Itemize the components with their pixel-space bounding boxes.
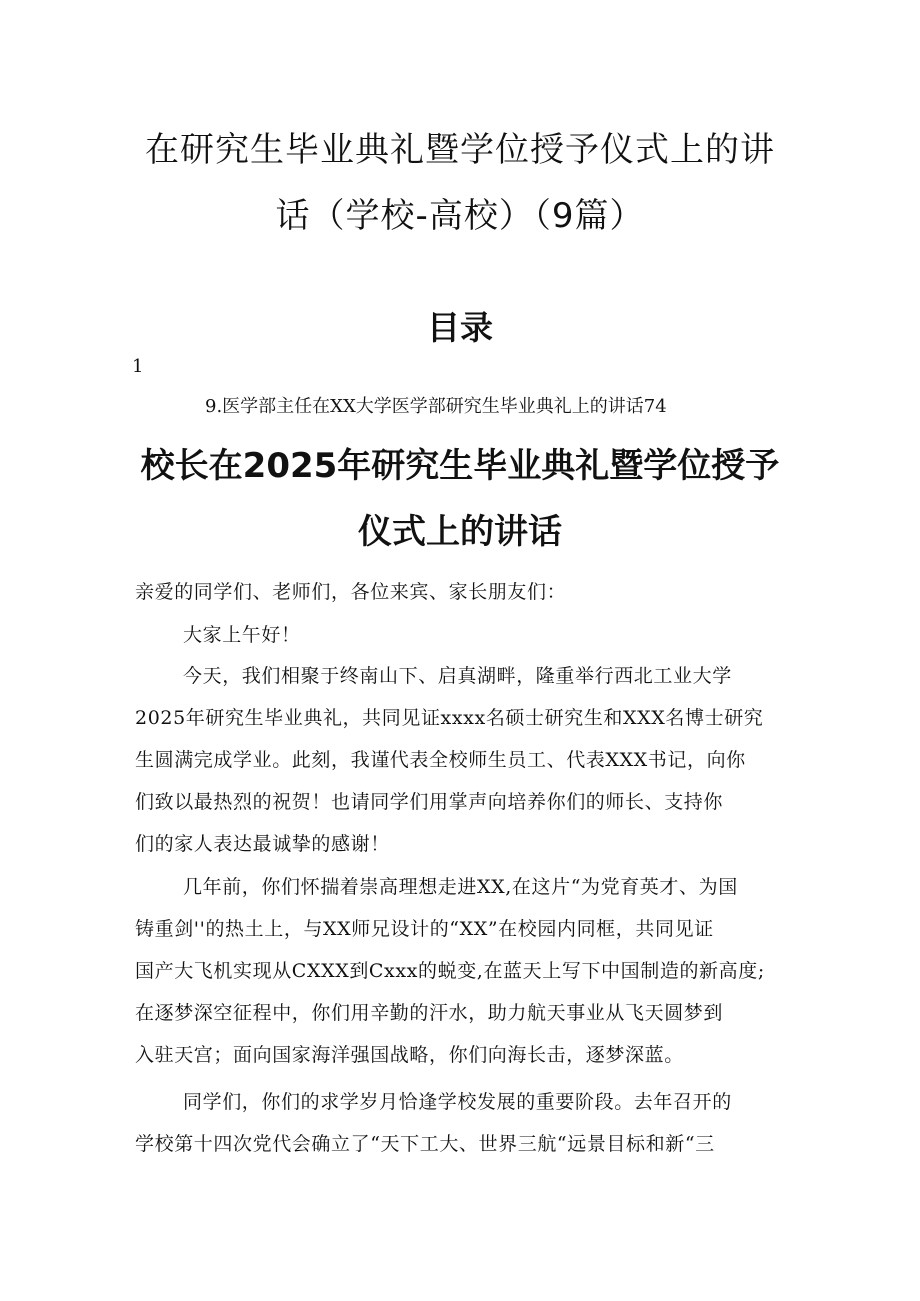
body-text-line: 铸重剑''的热土上，与XX师兄设计的“XX”在校园内同框，共同见证	[135, 918, 714, 940]
speech-title-line-2: 仪式上的讲话	[358, 512, 562, 552]
body-text-line: 入驻天宫；面向国家海洋强国战略，你们向海长击，逐梦深蓝。	[135, 1044, 684, 1066]
toc-heading: 目录	[427, 308, 493, 347]
body-text-line: 国产大飞机实现从CXXX到Cxxx的蜕变,在蓝天上写下中国制造的新高度;	[135, 960, 765, 982]
body-text-line: 们致以最热烈的祝贺！也请同学们用掌声向培养你们的师长、支持你	[135, 791, 724, 813]
toc-item[interactable]: 9.医学部主任在XX大学医学部研究生毕业典礼上的讲话74	[205, 396, 667, 417]
body-text-line: 们的家人表达最诚挚的感谢！	[135, 833, 390, 855]
body-text-line: 几年前，你们怀揣着崇高理想走进XX,在这片“为党育英才、为国	[183, 876, 738, 898]
body-text-line: 同学们，你们的求学岁月恰逢学校发展的重要阶段。去年召开的	[183, 1091, 732, 1113]
speech-title-line-1: 校长在2025年研究生毕业典礼暨学位授予	[140, 446, 780, 486]
greeting-line: 大家上午好！	[183, 624, 301, 646]
body-text-line: 学校第十四次党代会确立了“天下工大、世界三航“远景目标和新“三	[135, 1133, 715, 1155]
body-text-line: 生圆满完成学业。此刻，我谨代表全校师生员工、代表XXX书记，向你	[135, 749, 746, 771]
document-title-line-2: 话（学校-高校）（9篇）	[275, 196, 645, 236]
body-text-line: 2025年研究生毕业典礼，共同见证xxxx名硕士研究生和XXX名博士研究	[135, 707, 764, 729]
salutation-line: 亲爱的同学们、老师们，各位来宾、家长朋友们：	[135, 581, 567, 603]
body-text-line: 今天，我们相聚于终南山下、启真湖畔，隆重举行西北工业大学	[183, 665, 732, 687]
document-title-line-1: 在研究生毕业典礼暨学位授予仪式上的讲	[145, 130, 775, 170]
body-text-line: 在逐梦深空征程中，你们用辛勤的汗水，助力航天事业从飞天圆梦到	[135, 1002, 724, 1024]
toc-page-marker: 1	[132, 356, 144, 377]
